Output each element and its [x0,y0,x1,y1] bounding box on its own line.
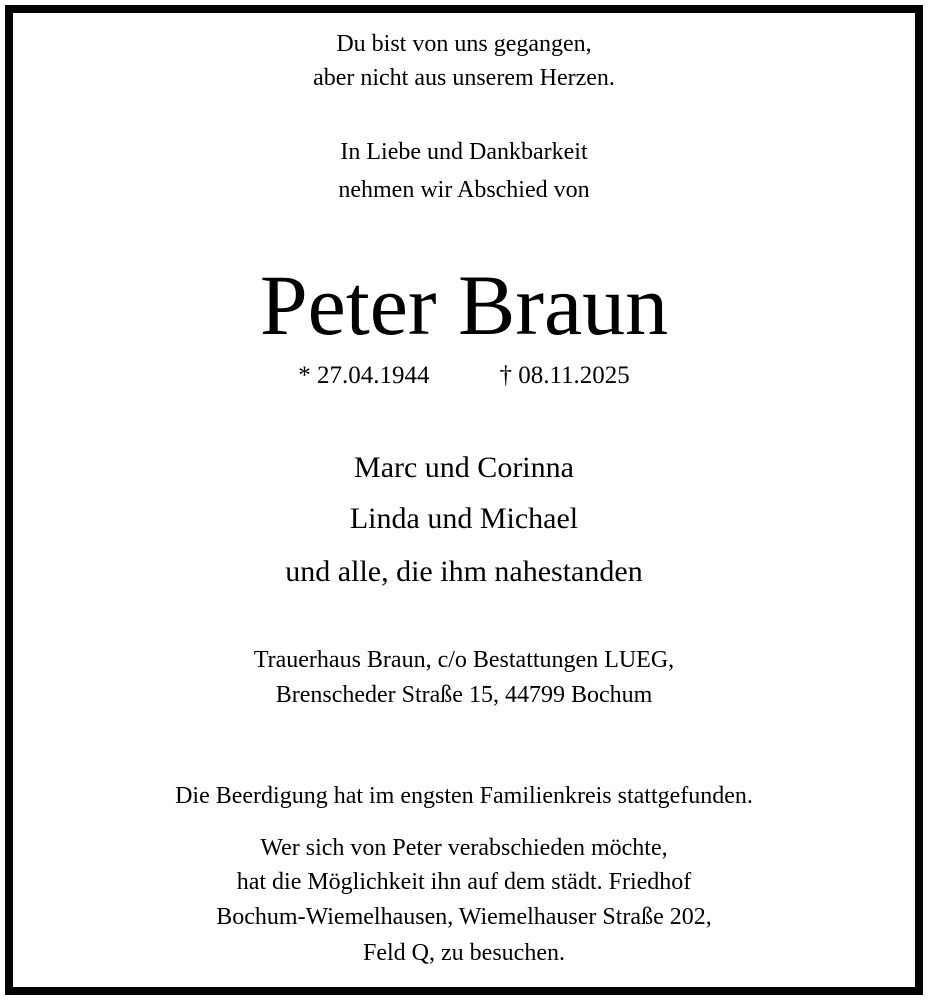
deceased-name: Peter Braun [259,257,669,353]
mourner-line-3: und alle, die ihm nahestanden [285,555,643,588]
birth-date: * 27.04.1944 [298,362,430,389]
address-line-1: Trauerhaus Braun, c/o Bestattungen LUEG, [253,647,675,673]
mourner-line-2: Linda und Michael [349,502,579,535]
mourner-line-1: Marc und Corinna [354,451,574,484]
farewell-line-1: In Liebe und Dankbarkeit [340,139,588,165]
death-date: † 08.11.2025 [499,362,630,389]
visit-note-line-3: Bochum-Wiemelhausen, Wiemelhauser Straße 202, [216,904,712,930]
visit-note-line-4: Feld Q, zu besuchen. [363,940,565,966]
visit-note-line-1: Wer sich von Peter verabschieden möchte, [260,835,668,861]
intro-line-2: aber nicht aus unserem Herzen. [313,65,615,91]
life-dates [0,363,928,388]
farewell-line-2: nehmen wir Abschied von [338,177,590,203]
address-line-2: Brenscheder Straße 15, 44799 Bochum [275,682,653,708]
burial-note: Die Beerdigung hat im engsten Familienkreis stattgefunden. [175,783,753,809]
visit-note-line-2: hat die Möglichkeit ihn auf dem städt. Friedhof [236,869,692,895]
intro-line-1: Du bist von uns gegangen, [336,31,592,57]
